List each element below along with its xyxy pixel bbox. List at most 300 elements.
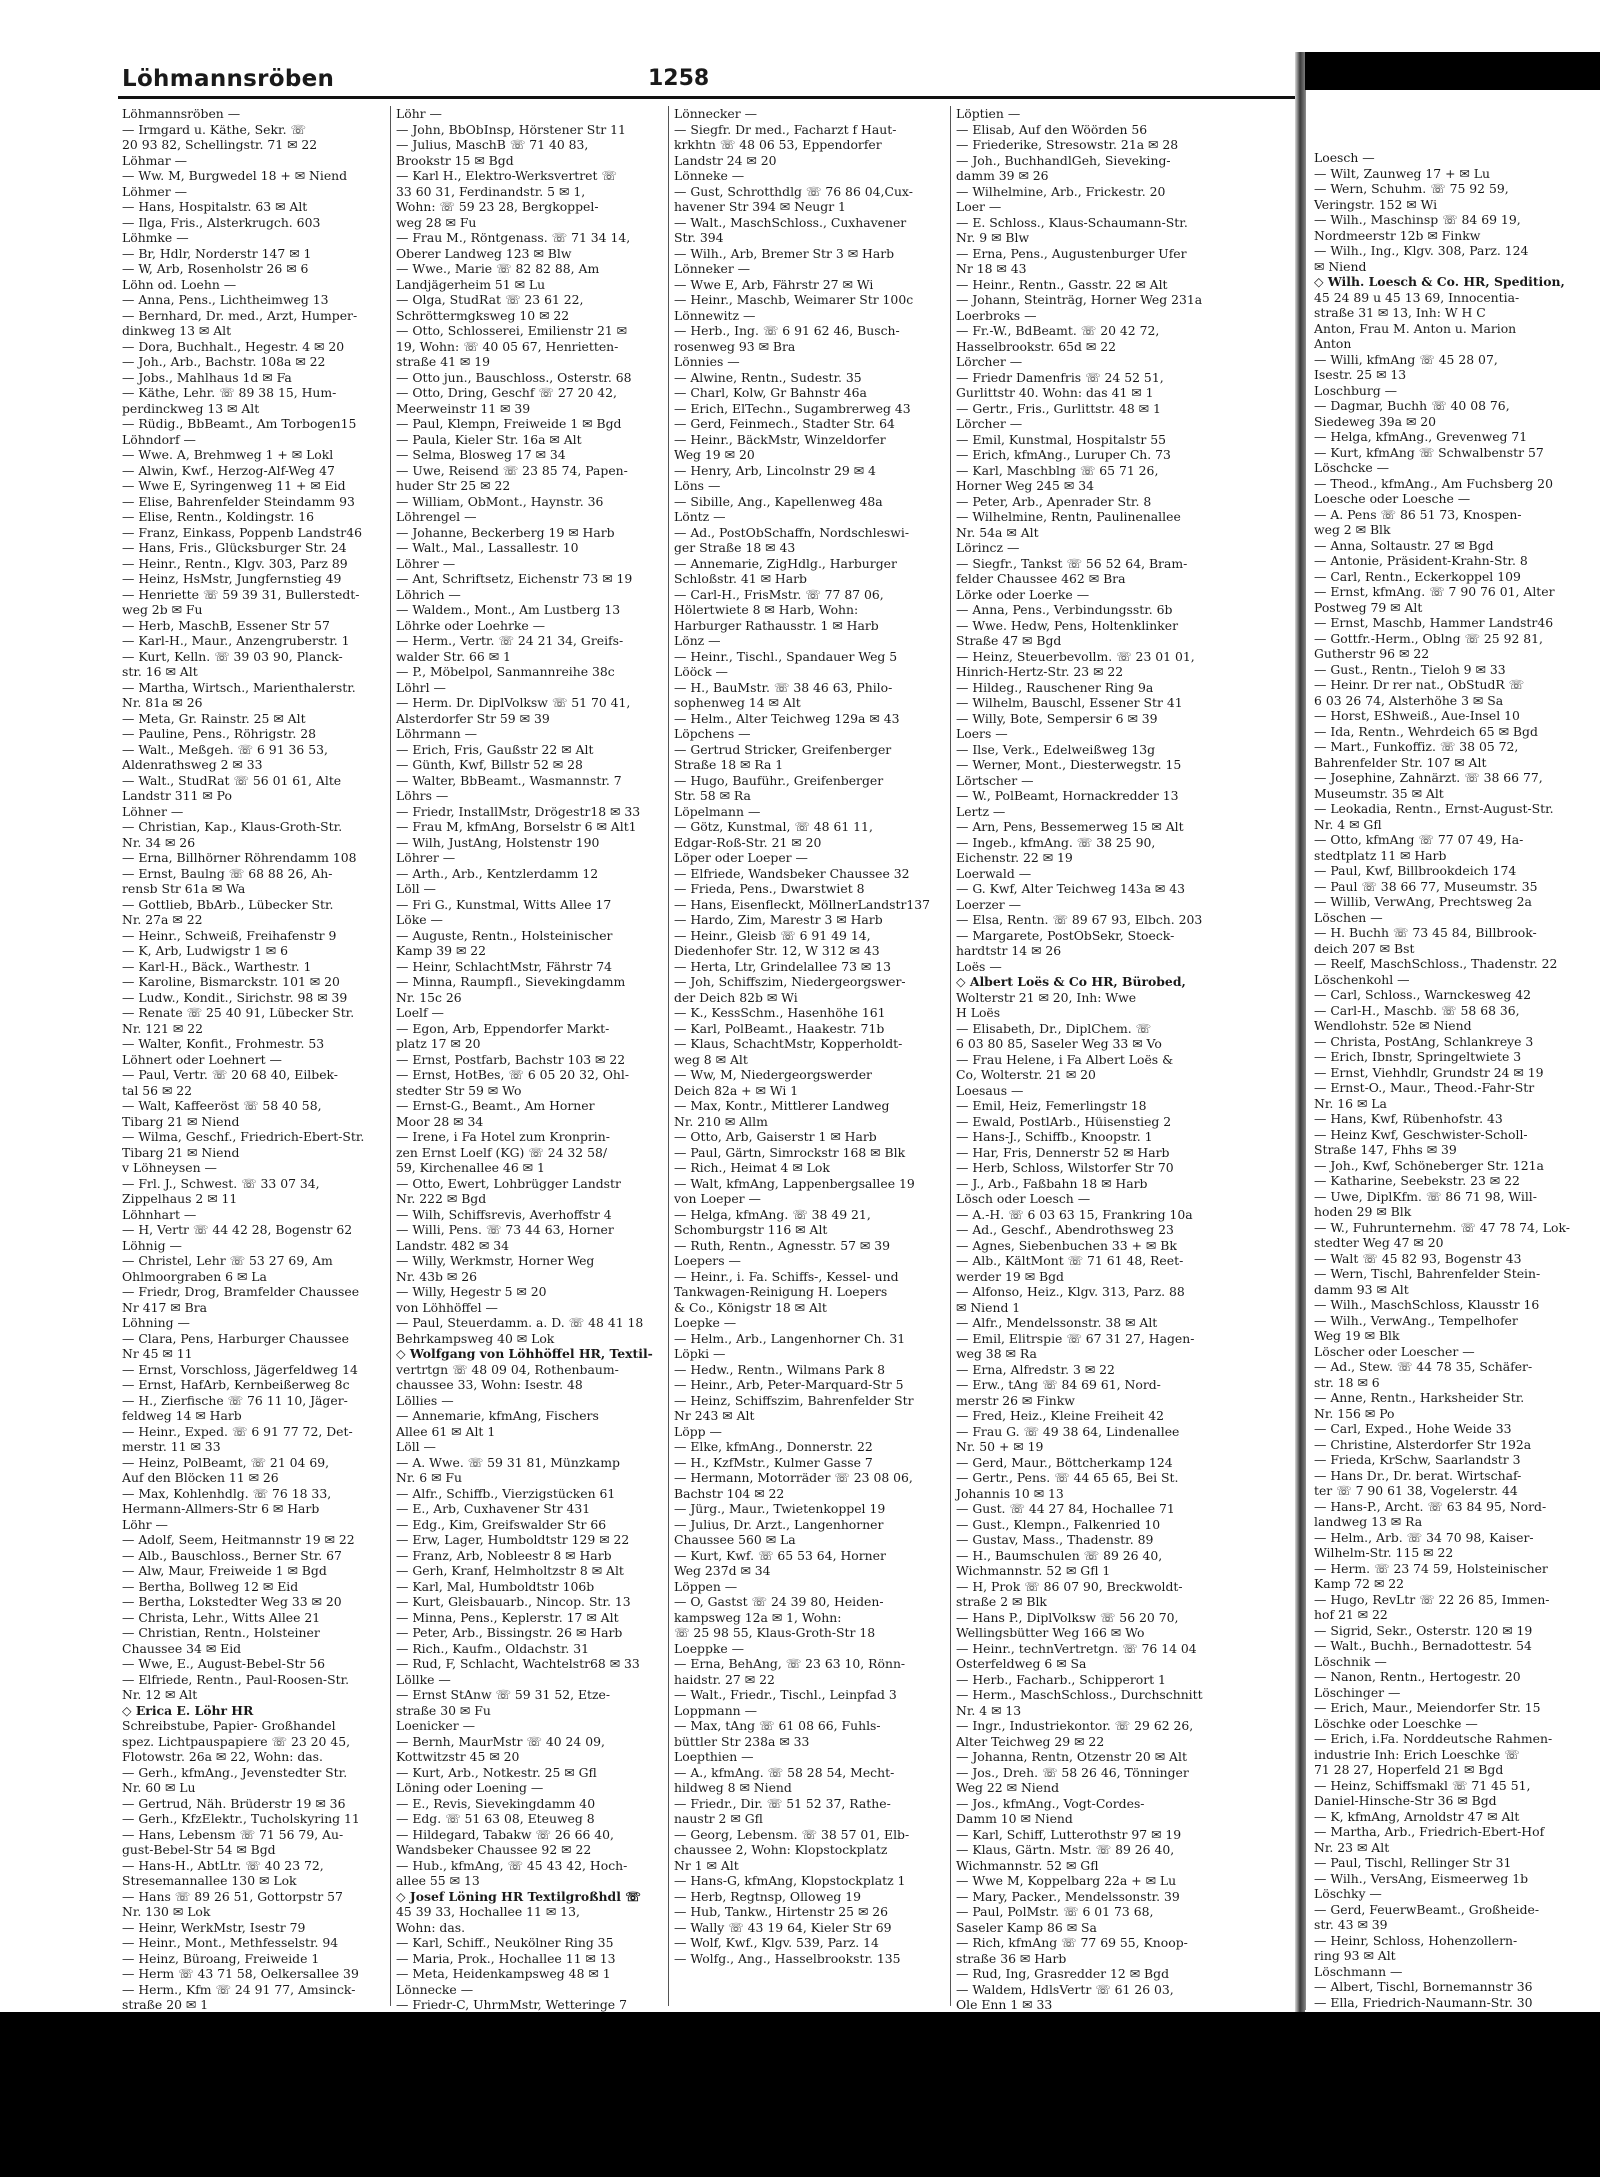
directory-entry: Lösch oder Loesch — xyxy=(956,1191,1091,1206)
directory-entry: Allee 61 ✉ Alt 1 xyxy=(396,1423,496,1439)
directory-entry: — Johann, Steinträg, Horner Weg 231a xyxy=(956,292,1203,307)
directory-entry: — Walt, Kaffeeröst ☏ 58 40 58, xyxy=(122,1098,322,1113)
directory-entry: Brookstr 15 ✉ Bgd xyxy=(396,152,514,168)
directory-entry: — Har, Fris, Dennerstr 52 ✉ Harb xyxy=(956,1144,1170,1160)
directory-entry: — Walt., StudRat ☏ 56 01 61, Alte xyxy=(122,772,342,788)
directory-entry: Löpp — xyxy=(674,1423,722,1439)
directory-entry: — Alfr., Schiffb., Vierzigstücken 61 xyxy=(396,1485,616,1501)
directory-entry: Tibarg 21 ✉ Niend xyxy=(122,1144,240,1160)
directory-entry: ✉ Niend 1 xyxy=(956,1299,1021,1315)
directory-entry: Alsterdorfer Str 59 ✉ 39 xyxy=(396,710,550,726)
directory-entry: — Henriette ☏ 59 39 31, Bullerstedt- xyxy=(122,586,360,602)
directory-entry: — Herm. ☏ 23 74 59, Holsteinischer xyxy=(1314,1560,1548,1576)
directory-entry: — Hans P., DiplVolksw ☏ 56 20 70, xyxy=(956,1609,1179,1625)
directory-entry: naustr 2 ✉ Gfl xyxy=(674,1811,763,1826)
directory-entry: — A. Pens ☏ 86 51 73, Knospen- xyxy=(1314,506,1522,522)
directory-entry: — Alfr., Mendelssonstr. 38 ✉ Alt xyxy=(956,1315,1158,1330)
directory-entry: — Erw, Lager, Humboldtstr 129 ✉ 22 xyxy=(396,1532,630,1547)
directory-entry: — Gertrud, Näh. Brüderstr 19 ✉ 36 xyxy=(122,1795,346,1811)
directory-entry: — Reelf, MaschSchloss., Thadenstr. 22 xyxy=(1314,956,1558,971)
directory-entry: havener Str 394 ✉ Neugr 1 xyxy=(674,199,846,214)
directory-entry: — H., Zierfische ☏ 76 11 10, Jäger- xyxy=(122,1392,348,1408)
directory-entry: — Gust, Schrotthdlg ☏ 76 86 04,Cux- xyxy=(674,183,913,199)
directory-entry: — Wilhelmine, Arb., Frickestr. 20 xyxy=(956,183,1166,199)
directory-entry: Löhning — xyxy=(122,1315,190,1330)
directory-entry: Nr. 6 ✉ Fu xyxy=(396,1470,462,1485)
directory-entry: 6 03 80 85, Saseler Weg 33 ✉ Vo xyxy=(956,1036,1162,1051)
directory-entry: Co, Wolterstr. 21 ✉ 20 xyxy=(956,1067,1096,1082)
directory-entry: merstr 26 ✉ Finkw xyxy=(956,1392,1075,1408)
directory-entry: — Annemarie, kfmAng, Fischers xyxy=(396,1408,599,1423)
directory-entry: rosenweg 93 ✉ Bra xyxy=(674,338,796,354)
directory-entry: — Emil, Kunstmal, Hospitalstr 55 xyxy=(956,431,1166,447)
directory-entry: Wandsbeker Chaussee 92 ✉ 22 xyxy=(396,1842,592,1857)
directory-entry: büttler Str 238a ✉ 33 xyxy=(674,1733,810,1749)
directory-entry: — Katharine, Seebekstr. 23 ✉ 22 xyxy=(1314,1173,1520,1188)
directory-entry: — Martha, Wirtsch., Marienthalerstr. xyxy=(122,679,356,695)
directory-entry: Hölertwiete 8 ✉ Harb, Wohn: xyxy=(674,602,859,617)
directory-entry: — Heinr. Dr rer nat., ObStudR ☏ xyxy=(1314,677,1525,692)
directory-entry: — Paul, Klempn, Freiweide 1 ✉ Bgd xyxy=(396,416,622,431)
directory-entry: ◇ Josef Löning HR Textilgroßhdl ☏ xyxy=(396,1888,641,1904)
directory-entry: — Ilse, Verk., Edelweißweg 13g xyxy=(956,741,1156,757)
directory-entry: Bachstr 104 ✉ 22 xyxy=(674,1485,785,1501)
directory-entry: — Elfriede, Wandsbeker Chaussee 32 xyxy=(674,865,910,881)
directory-entry: — Erna, Alfredstr. 3 ✉ 22 xyxy=(956,1361,1115,1377)
directory-entry: — Christian, Kap., Klaus-Groth-Str. xyxy=(122,819,343,834)
directory-entry: str. 16 ✉ Alt xyxy=(122,664,198,679)
directory-entry: — Helm., Alter Teichweg 129a ✉ 43 xyxy=(674,710,900,726)
directory-entry: Löschen — xyxy=(1314,909,1383,925)
directory-entry: — Arth., Arb., Kentzlerdamm 12 xyxy=(396,865,599,881)
directory-entry: Moor 28 ✉ 34 xyxy=(396,1113,484,1129)
directory-entry: Löschinger — xyxy=(1314,1684,1401,1700)
directory-entry: — Franz, Einkass, Poppenb Landstr46 xyxy=(122,524,362,540)
directory-entry: — Hermann, Motorräder ☏ 23 08 06, xyxy=(674,1470,913,1485)
directory-entry: — Friedr-C, UhrmMstr, Wetteringe 7 xyxy=(396,1997,627,2012)
directory-entry: Schloßstr. 41 ✉ Harb xyxy=(674,571,807,586)
directory-entry: — Gertr., Fris., Gurlittstr. 48 ✉ 1 xyxy=(956,400,1161,416)
directory-entry: — Selma, Blosweg 17 ✉ 34 xyxy=(396,447,566,462)
directory-entry: ter ☏ 7 90 61 38, Vogelerstr. 44 xyxy=(1314,1483,1518,1498)
directory-entry: — Erna, Pens., Augustenburger Ufer xyxy=(956,245,1187,261)
directory-entry: hof 21 ✉ 22 xyxy=(1314,1607,1388,1622)
directory-entry: Horner Weg 245 ✉ 34 xyxy=(956,478,1094,493)
directory-entry: Löpchens — xyxy=(674,726,751,741)
directory-entry: — Herb, MaschB, Essener Str 57 xyxy=(122,617,330,633)
directory-entry: — Julius, MaschB ☏ 71 40 83, xyxy=(396,137,589,152)
directory-entry: — Ruth, Rentn., Agnesstr. 57 ✉ 39 xyxy=(674,1237,891,1253)
directory-entry: — Ingr., Industriekontor. ☏ 29 62 26, xyxy=(956,1718,1194,1733)
directory-entry: — Peter, Arb., Bissingstr. 26 ✉ Harb xyxy=(396,1625,623,1640)
directory-entry: ◇ Erica E. Löhr HR xyxy=(122,1702,254,1718)
directory-entry: — Hans, Lebensm ☏ 71 56 79, Au- xyxy=(122,1826,344,1842)
directory-entry: — Ewald, PostlArb., Hüisenstieg 2 xyxy=(956,1113,1172,1129)
directory-entry: — Willy, Bote, Sempersir 6 ✉ 39 xyxy=(956,710,1158,726)
directory-entry: — Wilhelmine, Rentn, Paulinenallee xyxy=(956,509,1181,524)
directory-entry: — Christa, Lehr., Witts Allee 21 xyxy=(122,1609,321,1625)
directory-entry: Loelf — xyxy=(396,1005,444,1020)
directory-entry: — Walt, kfmAng, Lappenbergsallee 19 xyxy=(674,1175,915,1191)
directory-entry: hildweg 8 ✉ Niend xyxy=(674,1780,792,1795)
directory-entry: Löll — xyxy=(396,1439,436,1454)
directory-entry: — Karl, Mal, Humboldtstr 106b xyxy=(396,1578,595,1594)
directory-entry: hardtstr 14 ✉ 26 xyxy=(956,943,1062,958)
directory-entry: — Josephine, Zahnärzt. ☏ 38 66 77, xyxy=(1314,770,1543,785)
directory-entry: Löschcke — xyxy=(1314,460,1390,475)
directory-entry: — Heinz, PolBeamt, ☏ 21 04 69, xyxy=(122,1454,330,1470)
directory-entry: H Loës xyxy=(956,1005,1001,1020)
directory-entry: Oberer Landweg 123 ✉ Blw xyxy=(396,245,572,261)
header-rule xyxy=(118,96,1296,99)
directory-entry: — Karl, Schiff, Lutterothstr 97 ✉ 19 xyxy=(956,1826,1182,1842)
page-number: 1258 xyxy=(648,66,710,91)
directory-entry: — Friederike, Stresowstr. 21a ✉ 28 xyxy=(956,137,1179,152)
directory-entry: merstr. 11 ✉ 33 xyxy=(122,1439,221,1454)
directory-entry: 45 39 33, Hochallee 11 ✉ 13, xyxy=(396,1904,580,1919)
directory-entry: ring 93 ✉ Alt xyxy=(1314,1948,1396,1963)
directory-entry: — Hugo, Bauführ., Greifenberger xyxy=(674,772,884,788)
directory-entry: Löhmke — xyxy=(122,230,189,245)
directory-entry: Wendlohstr. 52e ✉ Niend xyxy=(1314,1018,1472,1033)
directory-entry: — Walter, Konfit., Frohmestr. 53 xyxy=(122,1036,325,1051)
directory-entry: — H., KzfMstr., Kulmer Gasse 7 xyxy=(674,1454,873,1470)
directory-entry: Loesch — xyxy=(1314,150,1375,165)
directory-entry: stedter Weg 47 ✉ 20 xyxy=(1314,1235,1444,1250)
directory-entry: Bahrenfelder Str. 107 ✉ Alt xyxy=(1314,754,1487,770)
directory-entry: — Frau Helene, i Fa Albert Loës & xyxy=(956,1051,1174,1067)
directory-entry: — Friedr., Dir. ☏ 51 52 37, Rathe- xyxy=(674,1795,891,1811)
directory-entry: Löppen — xyxy=(674,1578,738,1594)
directory-entry: Gutherstr 96 ✉ 22 xyxy=(1314,646,1430,661)
directory-entry: — Johanne, Beckerberg 19 ✉ Harb xyxy=(396,524,615,540)
directory-entry: — Christel, Lehr ☏ 53 27 69, Am xyxy=(122,1253,333,1268)
directory-entry: — Anna, Pens., Lichtheimweg 13 xyxy=(122,292,329,307)
directory-entry: — Ww. M, Burgwedel 18 + ✉ Niend xyxy=(122,168,348,183)
directory-entry: — Friedr Damenfris ☏ 24 52 51, xyxy=(956,369,1164,385)
directory-entry: — Elke, kfmAng., Donnerstr. 22 xyxy=(674,1439,873,1454)
directory-entry: — Karoline, Bismarckstr. 101 ✉ 20 xyxy=(122,974,340,989)
directory-entry: tal 56 ✉ 22 xyxy=(122,1082,193,1098)
directory-entry: — Werner, Mont., Diesterwegstr. 15 xyxy=(956,757,1182,772)
directory-entry: v Löhneysen — xyxy=(122,1160,217,1175)
directory-entry: Löper oder Loeper — xyxy=(674,850,808,865)
directory-entry: — Mart., Funkoffiz. ☏ 38 05 72, xyxy=(1314,739,1519,754)
directory-entry: — Siegfr. Dr med., Facharzt f Haut- xyxy=(674,121,897,137)
directory-entry: — Wwe. Hedw, Pens, Holtenklinker xyxy=(956,617,1178,633)
directory-entry: — Rud, Ing, Grasredder 12 ✉ Bgd xyxy=(956,1966,1170,1981)
directory-entry: — Heinz, Schiffszim, Bahrenfelder Str xyxy=(674,1392,914,1408)
directory-entry: 19, Wohn: ☏ 40 05 67, Henrietten- xyxy=(396,338,619,354)
directory-entry: — Carl-H., Maschb. ☏ 58 68 36, xyxy=(1314,1002,1520,1018)
directory-entry: dinkweg 13 ✉ Alt xyxy=(122,323,232,338)
directory-entry: — Elisabeth, Dr., DiplChem. ☏ xyxy=(956,1020,1152,1036)
column-3 xyxy=(674,106,956,2006)
directory-entry: Löhmannsröben — xyxy=(122,106,241,121)
directory-entry: — Herb., Ing. ☏ 6 91 62 46, Busch- xyxy=(674,323,900,338)
directory-entry: — Friedr, InstallMstr, Drögestr18 ✉ 33 xyxy=(396,803,641,819)
directory-entry: Loesaus — xyxy=(956,1082,1024,1098)
directory-entry: — Gustav, Mass., Thadenstr. 89 xyxy=(956,1532,1154,1547)
directory-entry: — Jos., Dreh. ☏ 58 26 46, Tönninger xyxy=(956,1764,1189,1780)
facing-page-column xyxy=(1314,150,1592,2010)
directory-entry: — Wwe, E., August-Bebel-Str 56 xyxy=(122,1656,326,1671)
directory-entry: — Wilh, JustAng, Holstenstr 190 xyxy=(396,834,600,850)
directory-entry: — Gertr., Pens. ☏ 44 65 65, Bei St. xyxy=(956,1470,1179,1485)
directory-entry: — Bertha, Bollweg 12 ✉ Eid xyxy=(122,1578,299,1594)
directory-entry: — Frieda, KrSchw, Saarlandstr 3 xyxy=(1314,1452,1521,1467)
directory-entry: 45 24 89 u 45 13 69, Innocentia- xyxy=(1314,289,1520,305)
directory-entry: Straße 147, Fhhs ✉ 39 xyxy=(1314,1142,1457,1157)
directory-entry: hoden 29 ✉ Blk xyxy=(1314,1204,1412,1219)
directory-entry: — Dora, Buchhalt., Hegestr. 4 ✉ 20 xyxy=(122,338,345,354)
directory-entry: — Heinr., Exped. ☏ 6 91 77 72, Det- xyxy=(122,1423,353,1439)
directory-entry: Wellingsbütter Weg 166 ✉ Wo xyxy=(956,1625,1145,1640)
directory-entry: — Antonie, Präsident-Krahn-Str. 8 xyxy=(1314,553,1528,568)
directory-entry: — K, kfmAng, Arnoldstr 47 ✉ Alt xyxy=(1314,1808,1520,1824)
directory-entry: — Bernh, MaurMstr ☏ 40 24 09, xyxy=(396,1733,605,1749)
directory-entry: — Hans-G, kfmAng, Klopstockplatz 1 xyxy=(674,1873,906,1888)
directory-entry: Löhrke oder Loehrke — xyxy=(396,617,546,633)
directory-entry: Löns — xyxy=(674,478,721,493)
directory-entry: Loeppke — xyxy=(674,1640,745,1656)
directory-entry: — Wolfg., Ang., Hasselbrookstr. 135 xyxy=(674,1950,901,1966)
directory-entry: — Sigrid, Sekr., Osterstr. 120 ✉ 19 xyxy=(1314,1622,1533,1638)
directory-entry: — Irene, i Fa Hotel zum Kronprin- xyxy=(396,1129,610,1144)
directory-entry: — Heinz, Büroang, Freiweide 1 xyxy=(122,1950,320,1966)
directory-entry: rensb Str 61a ✉ Wa xyxy=(122,881,246,896)
directory-entry: von Loeper — xyxy=(674,1191,761,1206)
directory-entry: — Joh., Arb., Bachstr. 108a ✉ 22 xyxy=(122,354,326,369)
directory-entry: sophenweg 14 ✉ Alt xyxy=(674,695,801,710)
directory-entry: Anton, Frau M. Anton u. Marion xyxy=(1314,320,1517,336)
directory-entry: Löschke oder Loeschke — xyxy=(1314,1715,1478,1731)
directory-entry: Löschky — xyxy=(1314,1886,1382,1901)
directory-entry: — Walt., Buchh., Bernadottestr. 54 xyxy=(1314,1638,1532,1653)
directory-entry: — Albert, Tischl, Bornemannstr 36 xyxy=(1314,1979,1533,1994)
directory-entry: Löhnig — xyxy=(122,1237,182,1253)
directory-entry: — Arn, Pens, Bessemerweg 15 ✉ Alt xyxy=(956,819,1184,834)
directory-entry: — Martha, Arb., Friedrich-Ebert-Hof xyxy=(1314,1824,1545,1839)
directory-entry: — W, Arb, Rosenholstr 26 ✉ 6 xyxy=(122,261,309,276)
directory-entry: — Elisab, Auf den Wöörden 56 xyxy=(956,121,1148,137)
directory-entry: Löhn od. Loehn — xyxy=(122,276,237,292)
directory-entry: Löschnik — xyxy=(1314,1653,1387,1669)
directory-entry: — Peter, Arb., Apenrader Str. 8 xyxy=(956,493,1152,509)
directory-entry: — Minna, Raumpfl., Sievekingdamm xyxy=(396,974,626,989)
directory-entry: Löhrmann — xyxy=(396,726,478,741)
directory-entry: — Meta, Heidenkampsweg 48 ✉ 1 xyxy=(396,1966,611,1981)
directory-entry: — P., Möbelpol, Sanmannreihe 38c xyxy=(396,664,615,679)
directory-entry: — Gerd, Feinmech., Stadter Str. 64 xyxy=(674,416,895,431)
directory-entry: — W., PolBeamt, Hornackredder 13 xyxy=(956,788,1179,803)
directory-entry: — Gerd, Maur., Böttcherkamp 124 xyxy=(956,1454,1173,1470)
directory-entry: 33 60 31, Ferdinandstr. 5 ✉ 1, xyxy=(396,183,586,199)
directory-entry: platz 17 ✉ 20 xyxy=(396,1036,481,1051)
directory-entry: Löhrs — xyxy=(396,788,449,803)
directory-entry: — Max, tAng ☏ 61 08 66, Fuhls- xyxy=(674,1718,881,1733)
directory-entry: — Klaus, Gärtn. Mstr. ☏ 89 26 40, xyxy=(956,1842,1175,1857)
directory-entry: huder Str 25 ✉ 22 xyxy=(396,478,511,493)
directory-entry: — Paul, Kwf, Billbrookdeich 174 xyxy=(1314,863,1517,878)
directory-entry: — Ella, Friedrich-Naumann-Str. 30 xyxy=(1314,1994,1533,2010)
directory-entry: Hasselbrookstr. 65d ✉ 22 xyxy=(956,338,1116,354)
directory-entry: — Gerd, FeuerwBeamt., Großheide- xyxy=(1314,1901,1540,1917)
directory-entry: — Heinr., Schweiß, Freihafenstr 9 xyxy=(122,927,337,943)
directory-entry: — Wwe E, Syringenweg 11 + ✉ Eid xyxy=(122,478,346,493)
directory-entry: Nr. 130 ✉ Lok xyxy=(122,1904,211,1919)
directory-entry: Landstr 24 ✉ 20 xyxy=(674,152,777,168)
directory-entry: Löke — xyxy=(396,912,443,927)
directory-entry: — Heinr., Rentn., Klgv. 303, Parz 89 xyxy=(122,555,348,571)
directory-entry: zen Ernst Loelf (KG) ☏ 24 32 58/ xyxy=(396,1144,608,1160)
directory-entry: — Ernst-O., Maur., Theod.-Fahr-Str xyxy=(1314,1080,1535,1095)
directory-entry: — Agnes, Siebenbuchen 33 + ✉ Bk xyxy=(956,1237,1177,1253)
directory-entry: — Heinz Kwf, Geschwister-Scholl- xyxy=(1314,1126,1528,1142)
directory-entry: ◇ Wolfgang von Löhhöffel HR, Textil- xyxy=(396,1346,653,1361)
directory-entry: — Karl, Schiff., Neukölner Ring 35 xyxy=(396,1935,614,1950)
directory-entry: — Otto jun., Bauschloss., Osterstr. 68 xyxy=(396,369,632,385)
directory-entry: Straße 18 ✉ Ra 1 xyxy=(674,757,784,772)
directory-entry: Kamp 39 ✉ 22 xyxy=(396,943,487,958)
directory-entry: — Edg. ☏ 51 63 08, Eteuweg 8 xyxy=(396,1811,595,1826)
scan-border-top xyxy=(1305,52,1600,90)
directory-entry: Wolterstr 21 ✉ 20, Inh: Wwe xyxy=(956,989,1137,1005)
directory-entry: — Ernst StAnw ☏ 59 31 52, Etze- xyxy=(396,1687,611,1702)
directory-entry: — Wilma, Geschf., Friedrich-Ebert-Str. xyxy=(122,1129,365,1144)
directory-entry: — Siegfr., Tankst ☏ 56 52 64, Bram- xyxy=(956,555,1188,571)
directory-entry: Hinrich-Hertz-Str. 23 ✉ 22 xyxy=(956,664,1124,679)
directory-entry: Loerbroks — xyxy=(956,307,1037,323)
directory-entry: Loerwald — xyxy=(956,865,1032,881)
directory-entry: Nr 18 ✉ 43 xyxy=(956,261,1027,276)
directory-entry: Loepthien — xyxy=(674,1749,754,1764)
directory-entry: Löhrengel — xyxy=(396,509,477,524)
directory-entry: — Ant, Schriftsetz, Eichenstr 73 ✉ 19 xyxy=(396,571,633,586)
directory-entry: — Elise, Rentn., Koldingstr. 16 xyxy=(122,509,314,524)
directory-entry: Wohn: ☏ 59 23 28, Bergkoppel- xyxy=(396,199,599,214)
scan-border-bottom xyxy=(0,2012,1600,2177)
directory-entry: — H., Baumschulen ☏ 89 26 40, xyxy=(956,1547,1163,1563)
directory-entry: — Wwe M, Koppelbarg 22a + ✉ Lu xyxy=(956,1873,1177,1888)
directory-entry: Lönneker — xyxy=(674,261,751,276)
directory-entry: feldweg 14 ✉ Harb xyxy=(122,1408,242,1423)
directory-entry: Wohn: das. xyxy=(396,1919,466,1935)
directory-entry: — Helm., Arb., Langenhorner Ch. 31 xyxy=(674,1330,906,1346)
directory-entry: straße 36 ✉ Harb xyxy=(956,1950,1067,1966)
directory-entry: — Frl. J., Schwest. ☏ 33 07 34, xyxy=(122,1175,320,1191)
directory-entry: — Erna, BehAng, ☏ 23 63 10, Rönn- xyxy=(674,1656,906,1671)
directory-entry: Löhnert oder Loehnert — xyxy=(122,1051,282,1067)
directory-entry: — Willi, Pens. ☏ 73 44 63, Horner xyxy=(396,1222,614,1237)
directory-entry: — Hans ☏ 89 26 51, Gottorpstr 57 xyxy=(122,1888,343,1904)
directory-entry: — Maria, Prok., Hochallee 11 ✉ 13 xyxy=(396,1950,616,1966)
directory-entry: — H. Buchh ☏ 73 45 84, Billbrook- xyxy=(1314,925,1537,940)
directory-entry: Nr. 81a ✉ 26 xyxy=(122,695,203,710)
directory-entry: Lönnewitz — xyxy=(674,307,756,323)
directory-entry: — Karl-H., Maur., Anzengruberstr. 1 xyxy=(122,633,350,648)
directory-entry: — Paula, Kieler Str. 16a ✉ Alt xyxy=(396,431,582,447)
directory-entry: — Helga, kfmAng. ☏ 38 49 21, xyxy=(674,1206,871,1222)
directory-entry: damm 39 ✉ 26 xyxy=(956,168,1049,183)
directory-entry: straße 30 ✉ Fu xyxy=(396,1702,491,1718)
directory-entry: straße 20 ✉ 1 xyxy=(122,1997,209,2012)
directory-entry: — Heinr., Gleisb ☏ 6 91 49 14, xyxy=(674,927,871,943)
directory-entry: — Paul ☏ 38 66 77, Museumstr. 35 xyxy=(1314,878,1538,894)
directory-entry: Auf den Blöcken 11 ✉ 26 xyxy=(122,1470,279,1485)
directory-entry: der Deich 82b ✉ Wi xyxy=(674,989,798,1005)
directory-entry: — Ernst, Baulng ☏ 68 88 26, Ah- xyxy=(122,865,333,881)
directory-entry: Löhrl — xyxy=(396,679,446,695)
directory-entry: — Egon, Arb, Eppendorfer Markt- xyxy=(396,1020,610,1036)
directory-entry: — Gertrud Stricker, Greifenberger xyxy=(674,741,892,757)
column-2 xyxy=(396,106,678,2012)
directory-entry: straße 31 ✉ 13, Inh: W H C xyxy=(1314,305,1486,320)
directory-entry: — Ida, Rentn., Wehrdeich 65 ✉ Bgd xyxy=(1314,723,1538,739)
directory-entry: — Heinr., Rentn., Gasstr. 22 ✉ Alt xyxy=(956,276,1168,292)
directory-entry: Löptien — xyxy=(956,106,1021,121)
directory-entry: — Anne, Rentn., Harksheider Str. xyxy=(1314,1390,1525,1405)
directory-entry: — Jos., kfmAng., Vogt-Cordes- xyxy=(956,1795,1145,1811)
directory-entry: — Otto, kfmAng ☏ 77 07 49, Ha- xyxy=(1314,832,1524,847)
directory-entry: — Walt., Mal., Lassallestr. 10 xyxy=(396,540,579,555)
directory-page xyxy=(118,52,1296,2012)
directory-entry: — Henry, Arb, Lincolnstr 29 ✉ 4 xyxy=(674,462,876,478)
directory-entry: — Erich, Ibnstr, Springeltwiete 3 xyxy=(1314,1049,1522,1064)
directory-entry: — E. Schloss., Klaus-Schaumann-Str. xyxy=(956,214,1188,230)
directory-entry: — Kurt, Arb., Notkestr. 25 ✉ Gfl xyxy=(396,1764,597,1780)
directory-entry: — Wilh., Ing., Klgv. 308, Parz. 124 xyxy=(1314,243,1529,258)
directory-entry: Schröttermgksweg 10 ✉ 22 xyxy=(396,307,570,323)
directory-entry: Nr. 12 ✉ Alt xyxy=(122,1687,198,1702)
directory-entry: — Ad., Stew. ☏ 44 78 35, Schäfer- xyxy=(1314,1359,1533,1374)
directory-entry: — Alfonso, Heiz., Klgv. 313, Parz. 88 xyxy=(956,1284,1185,1299)
directory-entry: — Gottfr.-Herm., Oblng ☏ 25 92 81, xyxy=(1314,630,1543,646)
directory-entry: Loers — xyxy=(956,726,1008,741)
directory-entry: Anton xyxy=(1314,336,1352,351)
directory-entry: Weg 19 ✉ 20 xyxy=(674,447,755,462)
directory-entry: Löhrich — xyxy=(396,586,461,602)
directory-entry: Hermann-Allmers-Str 6 ✉ Harb xyxy=(122,1501,320,1516)
directory-entry: Landstr. 482 ✉ 34 xyxy=(396,1237,509,1253)
directory-entry: Wichmannstr. 52 ✉ Gfl 1 xyxy=(956,1563,1111,1578)
directory-entry: — Heinr., technVertretgn. ☏ 76 14 04 xyxy=(956,1640,1197,1656)
directory-entry: — Waldem., Mont., Am Lustberg 13 xyxy=(396,602,621,617)
directory-entry: — Herm., MaschSchloss., Durchschnitt xyxy=(956,1687,1203,1702)
directory-entry: Stresemannallee 130 ✉ Lok xyxy=(122,1873,297,1888)
directory-entry: — Kurt, Kelln. ☏ 39 03 90, Planck- xyxy=(122,648,343,664)
directory-entry: — E., Revis, Sievekingdamm 40 xyxy=(396,1795,596,1811)
directory-entry: Nr. 210 ✉ Allm xyxy=(674,1113,768,1129)
directory-entry: — Annemarie, ZigHdlg., Harburger xyxy=(674,555,897,571)
page-header xyxy=(118,60,1296,96)
directory-entry: — Bertha, Lokstedter Weg 33 ✉ 20 xyxy=(122,1594,342,1609)
directory-entry: Loës — xyxy=(956,958,1002,974)
directory-entry: — Alb., KältMont ☏ 71 61 48, Reet- xyxy=(956,1253,1184,1268)
directory-entry: — Gust., Klempn., Falkenried 10 xyxy=(956,1516,1161,1532)
directory-entry: — Walt ☏ 45 82 93, Bogenstr 43 xyxy=(1314,1250,1522,1266)
directory-entry: — Frau G. ☏ 49 38 64, Lindenallee xyxy=(956,1423,1180,1439)
directory-entry: Nordmeerstr 12b ✉ Finkw xyxy=(1314,227,1481,243)
directory-entry: Löhrer — xyxy=(396,850,456,865)
directory-entry: Kamp 72 ✉ 22 xyxy=(1314,1576,1405,1591)
directory-entry: Löhr — xyxy=(122,1516,168,1532)
directory-entry: — Carl, Exped., Hohe Weide 33 xyxy=(1314,1421,1512,1436)
directory-entry: Löntz — xyxy=(674,509,726,524)
directory-entry: — Rud, F, Schlacht, Wachtelstr68 ✉ 33 xyxy=(396,1656,640,1671)
directory-entry: Harburger Rathausstr. 1 ✉ Harb xyxy=(674,617,879,633)
directory-entry: — Jobs., Mahlhaus 1d ✉ Fa xyxy=(122,369,292,385)
